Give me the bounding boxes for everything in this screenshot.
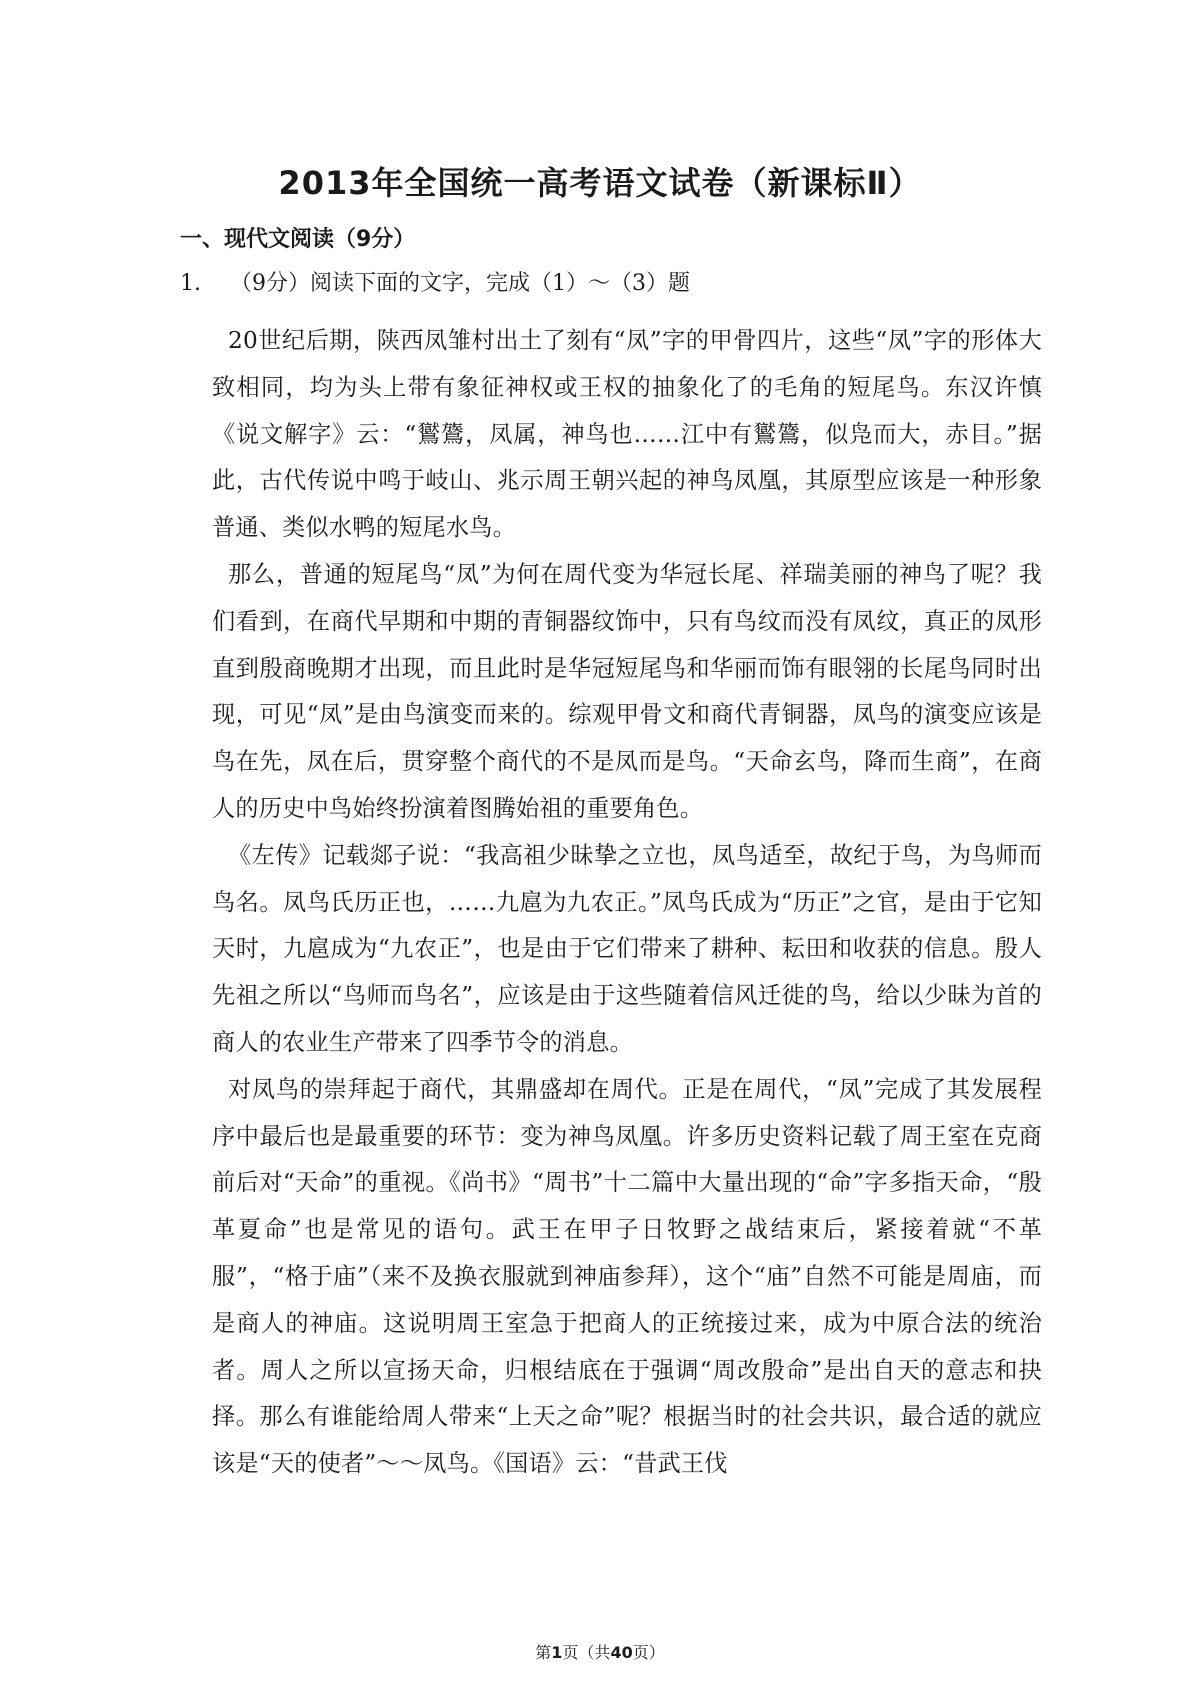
footer-total-pages: 40	[610, 1643, 633, 1662]
footer-mid: 页（共	[562, 1643, 611, 1662]
question-text: （9分）阅读下面的文字，完成（1）〜（3）题	[230, 271, 690, 296]
passage-paragraph-3: 《左传》记载郯子说：“我高祖少昧挚之立也，凤鸟适至，故纪于鸟，为鸟师而鸟名。凤鸟氏历正也，……九扈为九农正。”凤鸟氏成为“历正”之官，是由于它知天时，九扈成为“九农正”，也是由于它们带来了耕种、耘田和收获的信息。殷人先祖之所以“鸟师而鸟名”，应该是由于这些随着信风迁徙的鸟，给以少昧为首的商人的农业生产带来了四季节令的消息。	[212, 841, 1042, 1056]
footer-page-number: 1	[551, 1643, 563, 1662]
passage-paragraph-4: 对凤鸟的崇拜起于商代，其鼎盛却在周代。正是在周代，“凤”完成了其发展程序中最后也是最重要的环节：变为神鸟凤凰。许多历史资料记载了周王室在克商前后对“天命”的重视。《尚书》“周书”十二篇中大量出现的“命”字多指天命，“殷革夏命”也是常见的语句。武王在甲子日牧野之战结束后，紧接着就“不革服”，“格于庙”（来不及换衣服就到神庙参拜），这个“庙”自然不可能是周庙，而是商人的神庙。这说明周王室急于把商人的正统接过来，成为中原合法的统治者。周人之所以宣扬天命，归根结底在于强调“周改殷命”是出自天的意志和抉择。那么有谁能给周人带来“上天之命”呢？根据当时的社会共识，最合适的就应该是“天的使者”〜〜凤鸟。《国语》云：“昔武王伐	[212, 1075, 1042, 1478]
page-footer	[0, 1640, 1200, 1663]
question-prompt	[180, 266, 690, 297]
question-number: 1.	[180, 271, 201, 296]
passage-paragraph-1: 20世纪后期，陕西凤雏村出土了刻有“凤”字的甲骨四片，这些“凤”字的形体大致相同，均为头上带有象征神权或王权的抽象化了的毛角的短尾鸟。东汉许慎《说文解字》云：“鸑鷟，凤属，神鸟也……江中有鸑鷟，似凫而大，赤目。”据此，古代传说中鸣于岐山、兆示周王朝兴起的神鸟凤凰，其原型应该是一种形象普通、类似水鸭的短尾水鸟。	[212, 327, 1042, 542]
footer-prefix: 第	[535, 1643, 552, 1662]
footer-suffix: 页）	[632, 1643, 665, 1662]
passage-paragraph-2: 那么，普通的短尾鸟“凤”为何在周代变为华冠长尾、祥瑞美丽的神鸟了呢？我们看到，在商代早期和中期的青铜器纹饰中，只有鸟纹而没有凤纹，真正的凤形直到殷商晚期才出现，而且此时是华冠短尾鸟和华丽而饰有眼翎的长尾鸟同时出现，可见“凤”是由鸟演变而来的。综观甲骨文和商代青铜器，凤鸟的演变应该是鸟在先，凤在后，贯穿整个商代的不是凤而是鸟。“天命玄鸟，降而生商”，在商人的历史中鸟始终扮演着图腾始祖的重要角色。	[212, 560, 1042, 822]
section-heading: 一、现代文阅读（9分）	[180, 227, 416, 252]
reading-passage	[212, 318, 1042, 1488]
document-title: 2013年全国统一高考语文试卷（新课标Ⅱ）	[278, 164, 922, 202]
